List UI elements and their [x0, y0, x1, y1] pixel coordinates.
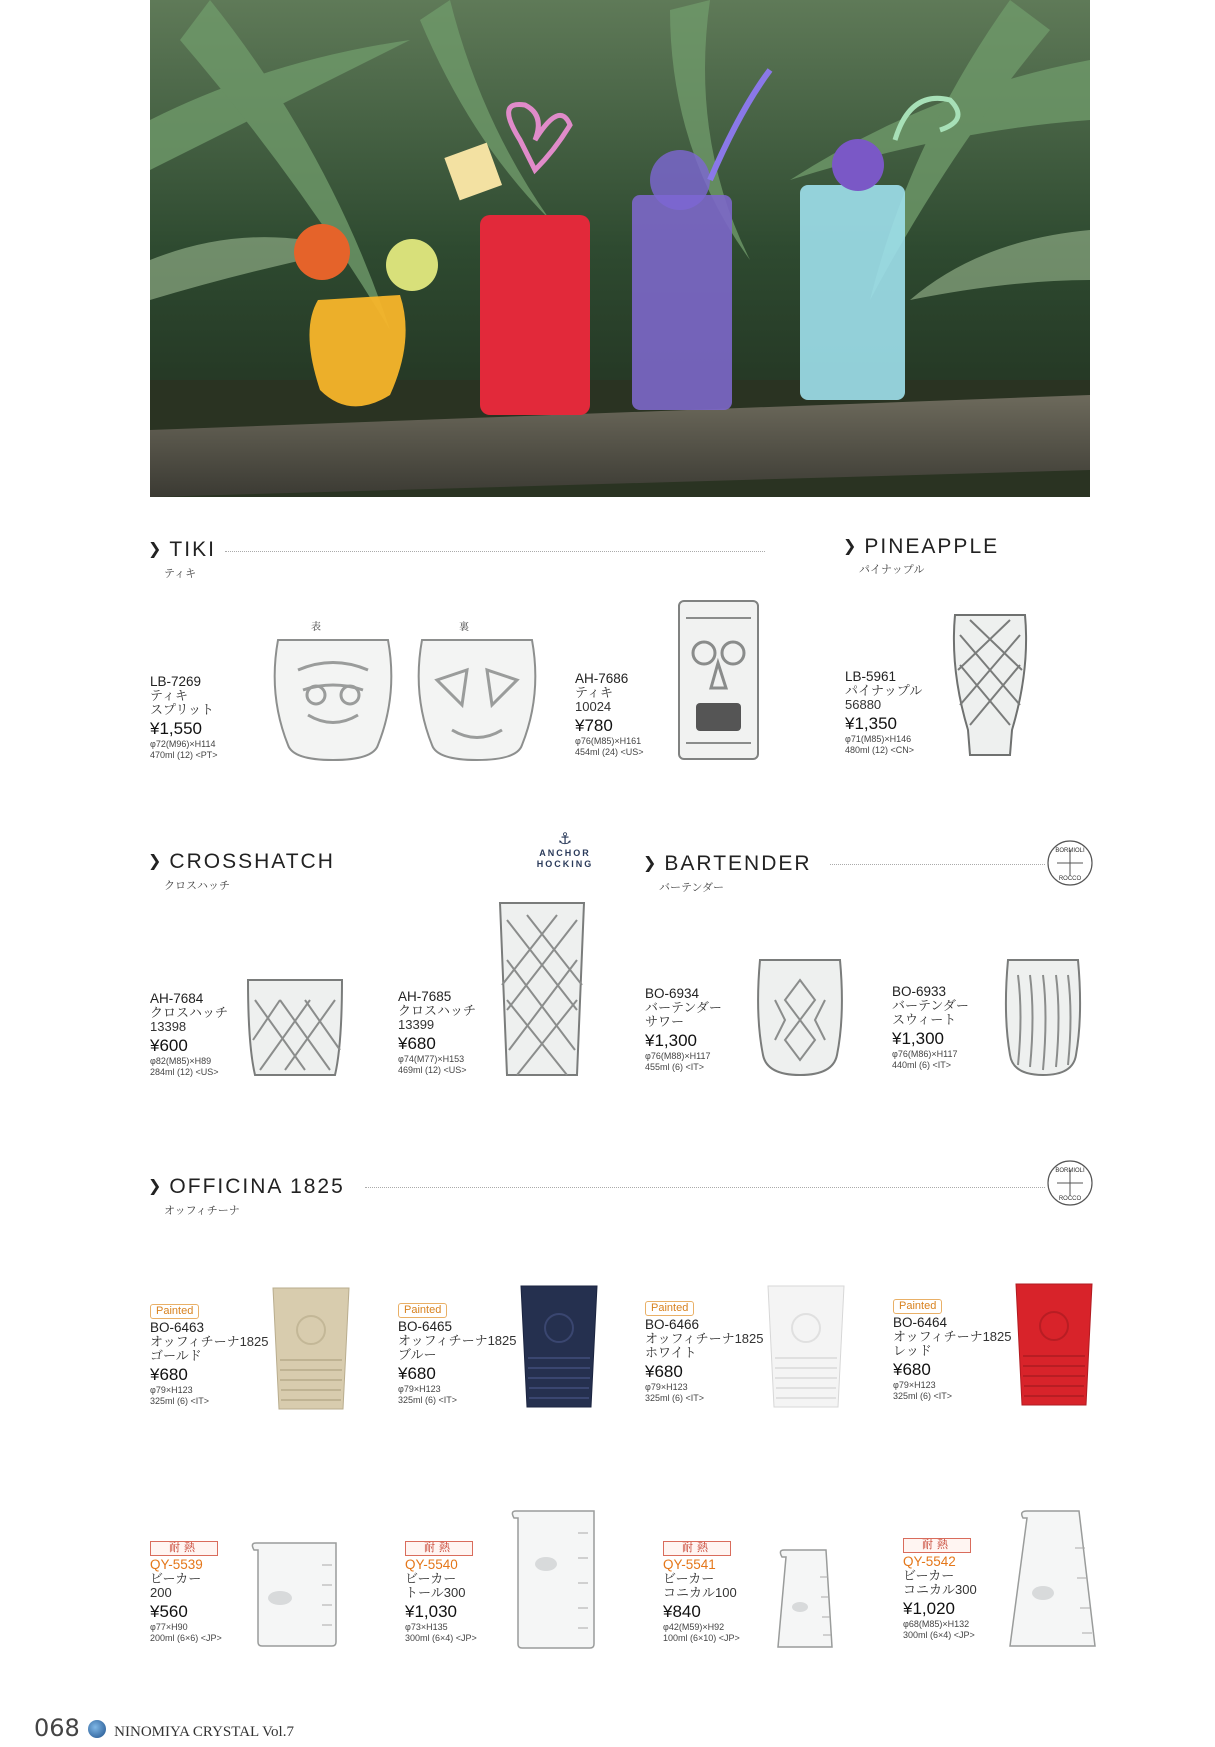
- product-capacity: 100ml (6×10) <JP>: [663, 1633, 740, 1643]
- product-dimensions: φ76(M85)×H161: [575, 736, 642, 746]
- officina-title-text: OFFICINA 1825: [169, 1175, 345, 1198]
- pineapple-title-text: PINEAPPLE: [864, 535, 1000, 558]
- product-price: ¥1,550: [150, 719, 202, 738]
- beaker-200-image: [250, 1540, 342, 1650]
- product-name: ビーカー: [150, 1571, 202, 1586]
- section-subtitle-officina: オッフィチーナ: [164, 1205, 240, 1217]
- product-name: ビーカー: [663, 1571, 715, 1586]
- product-price: ¥840: [663, 1602, 701, 1621]
- product-price: ¥560: [150, 1602, 188, 1621]
- chevron-right-icon: ❯: [148, 541, 164, 558]
- back-label: 裏: [459, 622, 469, 633]
- product-capacity: 470ml (12) <PT>: [150, 750, 218, 760]
- product-code: BO-6466: [645, 1317, 700, 1332]
- footer: [34, 1714, 294, 1742]
- product-price: ¥680: [645, 1362, 683, 1381]
- product-code: BO-6465: [398, 1319, 453, 1334]
- product-dimensions: φ79×H123: [645, 1382, 688, 1392]
- bartender-sour-glass-image: [755, 955, 845, 1080]
- painted-badge: Painted: [893, 1299, 942, 1314]
- product-name: クロスハッチ: [398, 1003, 477, 1018]
- product-code: BO-6933: [892, 984, 947, 999]
- product-capacity: 284ml (12) <US>: [150, 1067, 219, 1077]
- product-ah-7684: [150, 992, 250, 1078]
- bormioli-rocco-logo: [1045, 1158, 1095, 1208]
- product-name: クロスハッチ: [150, 1005, 229, 1020]
- section-title-pineapple: [843, 535, 999, 559]
- product-capacity: 300ml (6×4) <JP>: [903, 1630, 975, 1640]
- product-dimensions: φ79×H123: [150, 1385, 193, 1395]
- product-capacity: 200ml (6×6) <JP>: [150, 1633, 222, 1643]
- hero-photo: [150, 0, 1090, 497]
- product-code: AH-7686: [575, 671, 629, 686]
- product-qy-5542: [903, 1537, 1013, 1641]
- product-capacity: 325ml (6) <IT>: [150, 1396, 210, 1406]
- product-price: ¥680: [893, 1360, 931, 1379]
- chevron-right-icon: ❯: [148, 1178, 164, 1195]
- bartender-sweet-glass-image: [1003, 955, 1083, 1080]
- product-qy-5540: [405, 1540, 515, 1644]
- product-name: ティキ: [575, 685, 613, 700]
- product-variant: 13399: [398, 1017, 435, 1032]
- chevron-right-icon: ❯: [843, 538, 859, 555]
- product-code: AH-7684: [150, 991, 204, 1006]
- product-code: BO-6464: [893, 1315, 948, 1330]
- product-dimensions: φ68(M85)×H132: [903, 1619, 970, 1629]
- product-dimensions: φ42(M59)×H92: [663, 1622, 725, 1632]
- logo-text-line1: ANCHOR: [539, 848, 591, 858]
- product-variant: レッド: [893, 1343, 932, 1358]
- product-price: ¥1,030: [405, 1602, 457, 1621]
- product-code: LB-7269: [150, 674, 202, 689]
- product-name: ティキ: [150, 688, 188, 703]
- tiki-tall-glass-image: [676, 598, 761, 763]
- product-name: オッフィチーナ1825: [645, 1331, 764, 1346]
- product-capacity: 325ml (6) <IT>: [645, 1393, 705, 1403]
- officina-gold-glass-image: [270, 1285, 352, 1413]
- product-capacity: 480ml (12) <CN>: [845, 745, 915, 755]
- product-capacity: 325ml (6) <IT>: [893, 1391, 953, 1401]
- officina-red-glass-image: [1013, 1281, 1095, 1409]
- section-divider: [225, 551, 765, 552]
- section-subtitle-tiki: ティキ: [164, 568, 197, 580]
- product-bo-6465: [398, 1302, 523, 1406]
- product-variant: 200: [150, 1585, 172, 1600]
- section-subtitle-crosshatch: クロスハッチ: [164, 880, 230, 892]
- globe-icon: [88, 1720, 106, 1738]
- product-bo-6464: [893, 1298, 1018, 1402]
- tiki-split-back-glass-image: [412, 635, 542, 765]
- product-lb-7269: [150, 675, 270, 761]
- bormioli-rocco-logo: [1045, 838, 1095, 888]
- chevron-right-icon: ❯: [148, 853, 164, 870]
- beaker-conical-100-image: [770, 1547, 838, 1652]
- product-dimensions: φ77×H90: [150, 1622, 188, 1632]
- product-price: ¥680: [398, 1364, 436, 1383]
- product-name: バーテンダー: [892, 998, 969, 1013]
- product-price: ¥680: [150, 1365, 188, 1384]
- heat-resistant-badge: 耐熱: [150, 1541, 218, 1556]
- product-qy-5541: [663, 1540, 773, 1644]
- logo-text-line1: BORMIOLI: [1055, 1168, 1085, 1174]
- section-title-crosshatch: [148, 850, 335, 874]
- product-dimensions: φ76(M88)×H117: [645, 1051, 711, 1061]
- product-dimensions: φ76(M86)×H117: [892, 1049, 958, 1059]
- logo-text-line1: BORMIOLI: [1055, 848, 1085, 854]
- product-price: ¥1,300: [892, 1029, 944, 1048]
- bartender-title-text: BARTENDER: [664, 852, 812, 875]
- product-variant: スプリット: [150, 702, 214, 717]
- product-code: QY-5542: [903, 1554, 956, 1569]
- product-code: QY-5539: [150, 1557, 203, 1572]
- product-code: QY-5541: [663, 1557, 716, 1572]
- product-price: ¥680: [398, 1034, 436, 1053]
- product-name: オッフィチーナ1825: [893, 1329, 1012, 1344]
- product-name: ビーカー: [405, 1571, 457, 1586]
- painted-badge: Painted: [398, 1303, 447, 1318]
- pineapple-glass-image: [950, 610, 1030, 762]
- beaker-tall-300-image: [510, 1508, 598, 1651]
- product-dimensions: φ79×H123: [893, 1380, 936, 1390]
- product-lb-5961: [845, 670, 955, 756]
- tiki-split-front-glass-image: [268, 635, 398, 765]
- product-capacity: 469ml (12) <US>: [398, 1065, 467, 1075]
- section-title-bartender: [643, 852, 812, 876]
- product-capacity: 455ml (6) <IT>: [645, 1062, 705, 1072]
- product-variant: ブルー: [398, 1347, 437, 1362]
- painted-badge: Painted: [645, 1301, 694, 1316]
- product-variant: コニカル300: [903, 1582, 977, 1597]
- heat-resistant-badge: 耐熱: [405, 1541, 473, 1556]
- product-dimensions: φ71(M85)×H146: [845, 734, 912, 744]
- anchor-hocking-logo: [530, 832, 600, 870]
- product-capacity: 325ml (6) <IT>: [398, 1395, 458, 1405]
- product-name: オッフィチーナ1825: [398, 1333, 517, 1348]
- product-variant: ホワイト: [645, 1345, 697, 1360]
- logo-text-line2: ROCCO: [1058, 876, 1082, 882]
- product-capacity: 300ml (6×4) <JP>: [405, 1633, 477, 1643]
- anchor-icon: ⚓: [557, 831, 573, 848]
- heat-resistant-badge: 耐熱: [903, 1538, 971, 1553]
- painted-badge: Painted: [150, 1304, 199, 1319]
- officina-blue-glass-image: [518, 1283, 600, 1411]
- section-title-tiki: [148, 538, 216, 562]
- product-variant: 56880: [845, 697, 882, 712]
- product-bo-6934: [645, 987, 755, 1073]
- product-code: BO-6463: [150, 1320, 205, 1335]
- product-code: BO-6934: [645, 986, 700, 1001]
- logo-text-line2: HOCKING: [536, 859, 594, 869]
- cocktail-photo-illustration: [150, 0, 1090, 497]
- product-variant: サワー: [645, 1014, 685, 1029]
- section-subtitle-pineapple: パイナップル: [859, 564, 925, 576]
- product-bo-6466: [645, 1300, 770, 1404]
- section-subtitle-bartender: バーテンダー: [659, 882, 725, 894]
- product-variant: コニカル100: [663, 1585, 737, 1600]
- product-dimensions: φ73×H135: [405, 1622, 448, 1632]
- product-name: ビーカー: [903, 1568, 955, 1583]
- product-ah-7685: [398, 990, 498, 1076]
- crosshatch-highball-glass-image: [497, 900, 587, 1080]
- heat-resistant-badge: 耐熱: [663, 1541, 731, 1556]
- section-title-officina: [148, 1175, 345, 1199]
- product-name: オッフィチーナ1825: [150, 1334, 269, 1349]
- crosshatch-title-text: CROSSHATCH: [169, 850, 335, 873]
- product-variant: 10024: [575, 699, 612, 714]
- logo-text-line2: ROCCO: [1058, 1196, 1082, 1202]
- product-bo-6463: [150, 1303, 275, 1407]
- tiki-title-text: TIKI: [169, 538, 216, 561]
- product-dimensions: φ82(M85)×H89: [150, 1056, 212, 1066]
- product-price: ¥600: [150, 1036, 188, 1055]
- product-price: ¥1,020: [903, 1599, 955, 1618]
- section-divider: [365, 1187, 1045, 1188]
- product-dimensions: φ79×H123: [398, 1384, 441, 1394]
- product-code: QY-5540: [405, 1557, 458, 1572]
- chevron-right-icon: ❯: [643, 855, 659, 872]
- product-variant: ゴールド: [150, 1348, 202, 1363]
- product-ah-7686: [575, 672, 685, 758]
- section-divider: [830, 864, 1045, 865]
- product-capacity: 440ml (6) <IT>: [892, 1060, 952, 1070]
- crosshatch-rocks-glass-image: [245, 975, 345, 1080]
- brand-name: NINOMIYA CRYSTAL Vol.7: [114, 1724, 294, 1740]
- product-price: ¥1,300: [645, 1031, 697, 1050]
- product-qy-5539: [150, 1540, 260, 1644]
- front-label: 表: [311, 622, 321, 633]
- product-variant: 13398: [150, 1019, 187, 1034]
- product-variant: トール300: [405, 1585, 466, 1600]
- product-variant: スウィート: [892, 1012, 957, 1027]
- page-number: 068: [34, 1714, 80, 1742]
- product-bo-6933: [892, 985, 1002, 1071]
- product-code: AH-7685: [398, 989, 452, 1004]
- product-price: ¥780: [575, 716, 613, 735]
- officina-white-glass-image: [765, 1283, 847, 1411]
- product-name: パイナップル: [845, 683, 923, 698]
- product-price: ¥1,350: [845, 714, 897, 733]
- product-name: バーテンダー: [645, 1000, 722, 1015]
- product-code: LB-5961: [845, 669, 897, 684]
- product-dimensions: φ72(M96)×H114: [150, 739, 216, 749]
- product-capacity: 454ml (24) <US>: [575, 747, 644, 757]
- beaker-conical-300-image: [1005, 1508, 1100, 1653]
- product-dimensions: φ74(M77)×H153: [398, 1054, 465, 1064]
